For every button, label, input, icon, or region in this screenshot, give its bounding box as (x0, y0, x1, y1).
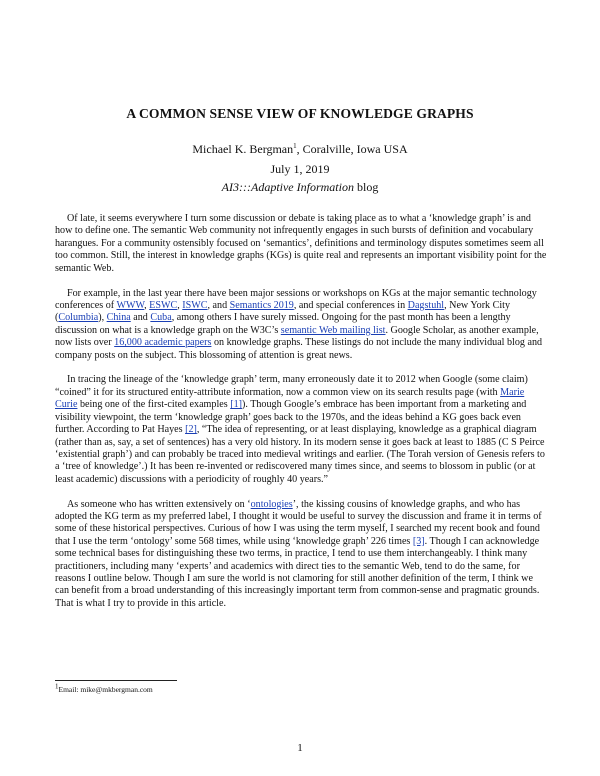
link-iswc[interactable]: ISWC (182, 299, 208, 311)
link-marie-curie[interactable]: Marie Curie (55, 386, 525, 411)
footnote-text: Email: mike@mkbergman.com (58, 685, 153, 694)
blog-suffix: blog (353, 180, 379, 194)
text-run: ). Though Google’s embrace has been important from a marketing and visibility viewpoint, the term ‘knowledge graph’ goes back to the 1970s, and the ideas behind a KG goes back even further. According to Pat Hayes (55, 399, 527, 436)
text-run: and (130, 312, 151, 324)
footnote-marker: 1 (55, 682, 59, 691)
paragraph-1: Of late, it seems everywhere I turn some discussion or debate is taking place as to what a ‘knowledge graph’ is and how to define one. The semantic Web community not infrequently engages in such bursts of definition and vocabulary harangues. For a community ostensibly focused on ‘semantics’, definitions and terminology disputes sometimes seem all too common. Still, the interest in knowledge graphs (KGs) is quite real and represents an important visibility point for the semantic Web. (55, 213, 547, 274)
text-run: , “The idea of representing, or at least displaying, knowledge as a graphical diagram (rather than as, say, a set of sentences) has a very old history. In its modern sense it goes back at least to 1885 (C S Peirce ‘existential graph’) and can probably be traced into medieval writings and earlier. (The Torah version of Genesis refers to a ‘tree of knowledge’.) It has been re-invented or rediscovered many times since, and seems to blossom in public (or at least academic) discussions with a periodicity of roughly 40 years.” (55, 424, 545, 485)
link-reference-1[interactable]: [1] (230, 399, 242, 411)
text-run: being one of the first-cited examples (77, 399, 231, 411)
text-run: , New York City ( (55, 299, 511, 324)
link-cuba[interactable]: Cuba (150, 312, 172, 324)
link-eswc[interactable]: ESWC (149, 299, 178, 311)
link-reference-2[interactable]: [2] (185, 424, 197, 436)
paragraph-3 (55, 374, 547, 486)
text-run: . Google Scholar, as another example, now lists over (55, 324, 539, 349)
footnote (55, 682, 153, 694)
text-run: ’, the kissing cousins of knowledge graphs, and who has adopted the KG term as my preferred label, I thought it would be useful to survey the discussion and frame it in terms of some of these historical perspectives. Curious of how I was using the term myself, I searched my recent book and found that I use the term ‘ontology’ some 568 times, while using ‘knowledge graph’ 226 times (55, 498, 542, 547)
link-china[interactable]: China (106, 312, 131, 324)
paragraph-4 (55, 499, 547, 611)
author-name: Michael K. Bergman (192, 142, 294, 156)
link-www[interactable]: WWW (116, 299, 145, 311)
text-run: , (144, 299, 150, 311)
link-semantic-web-mailing-list[interactable]: semantic Web mailing list (280, 324, 386, 336)
link-academic-papers[interactable]: 16,000 academic papers (114, 337, 212, 349)
paragraph-2 (55, 288, 547, 362)
link-dagstuhl[interactable]: Dagstuhl (407, 299, 445, 311)
article-body (55, 213, 547, 623)
link-semantics-2019[interactable]: Semantics 2019 (229, 299, 294, 311)
author-line (0, 142, 600, 157)
text-run: For example, in the last year there have been major sessions or workshops on KGs at the major semantic technology conferences of (55, 287, 537, 311)
footnote-divider (55, 680, 177, 681)
blog-line (0, 180, 600, 195)
link-ontologies[interactable]: ontologies (250, 498, 293, 510)
text-run: , among others I have surely missed. Ongoing for the past month has been a lengthy discussion on what is a knowledge graph on the W3C’s (55, 312, 511, 336)
author-location: , Coralville, Iowa USA (296, 142, 408, 156)
link-reference-3[interactable]: [3] (412, 535, 425, 547)
link-columbia[interactable]: Columbia (58, 312, 99, 324)
text-run: , and (207, 299, 230, 311)
text-run: As someone who has written extensively on ‘ (67, 498, 251, 510)
blog-name: AI3:::Adaptive Information (221, 180, 354, 194)
text-run: on knowledge graphs. These listings do not include the many individual blog and company posts on the subject. This blossoming of attention is great news. (55, 337, 543, 361)
text-run: , and special conferences in (293, 299, 408, 311)
publication-date: July 1, 2019 (270, 162, 330, 176)
text-run: In tracing the lineage of the ‘knowledge graph’ term, many erroneously date it to 2012 when Google (some claim) “coined” it for its structured entity-attribute information, now a common view on its search results page (with (55, 374, 528, 398)
page-number: 1 (297, 742, 303, 754)
text-run: ), (98, 312, 107, 324)
author-footnote-marker: 1 (293, 142, 297, 150)
text-run: , (177, 299, 183, 311)
text-run: . Though I can acknowledge some technical bases for distinguishing these two terms, in practice, I tend to use them interchangeably. I think many practitioners, including many ‘experts’ and academics with direct ties to the semantic Web, tend to do the same, for reasons I outline below. Though I am sure the world is not clamoring for still another definition of the term, I think we can benefit from a broad understanding of this increasingly important term from common-sense and pragmatic grounds. That is what I try to provide in this article. (55, 535, 540, 609)
paper-title: A COMMON SENSE VIEW OF KNOWLEDGE GRAPHS (126, 106, 474, 121)
